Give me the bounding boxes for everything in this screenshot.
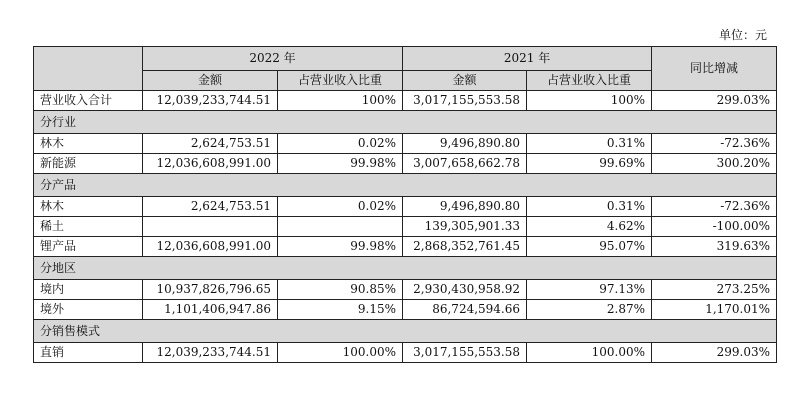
unit-label: 单位：元 (718, 28, 767, 42)
row-label: 新能源 (34, 154, 143, 174)
header-yoy: 同比增减 (652, 47, 777, 91)
header-amount-2021: 金额 (403, 71, 527, 91)
ratio-2022: 100% (278, 91, 403, 111)
amount-2021: 86,724,594.66 (403, 300, 527, 320)
ratio-2021: 0.31% (527, 134, 652, 154)
amount-2021: 9,496,890.80 (403, 197, 527, 217)
table-row (34, 343, 777, 363)
amount-2021: 3,007,658,662.78 (403, 154, 527, 174)
row-label: 稀土 (34, 217, 143, 237)
section-label: 分产品 (34, 174, 777, 197)
amount-2022: 12,039,233,744.51 (143, 343, 278, 363)
amount-2022: 12,039,233,744.51 (143, 91, 278, 111)
amount-2022: 12,036,608,991.00 (143, 154, 278, 174)
amount-2022: 12,036,608,991.00 (143, 237, 278, 257)
section-label: 分销售模式 (34, 320, 777, 343)
table-row (34, 237, 777, 257)
row-label: 境外 (34, 300, 143, 320)
ratio-2022: 90.85% (278, 280, 403, 300)
yoy-change: 299.03% (652, 343, 777, 363)
header-year-2022: 2022 年 (143, 47, 403, 71)
row-label: 境内 (34, 280, 143, 300)
ratio-2021: 97.13% (527, 280, 652, 300)
header-year-2021: 2021 年 (403, 47, 652, 71)
ratio-2022: 99.98% (278, 154, 403, 174)
amount-2022: 1,101,406,947.86 (143, 300, 278, 320)
amount-2022: 2,624,753.51 (143, 197, 278, 217)
ratio-2021: 95.07% (527, 237, 652, 257)
header-ratio-2021: 占营业收入比重 (527, 71, 652, 91)
table-row (34, 217, 777, 237)
table-row (34, 197, 777, 217)
yoy-change: 300.20% (652, 154, 777, 174)
amount-2021: 3,017,155,553.58 (403, 343, 527, 363)
ratio-2022 (278, 217, 403, 237)
section-row-region (34, 257, 777, 280)
yoy-change: 319.63% (652, 237, 777, 257)
ratio-2021: 99.69% (527, 154, 652, 174)
yoy-change: 273.25% (652, 280, 777, 300)
yoy-change: -72.36% (652, 134, 777, 154)
ratio-2022: 0.02% (278, 134, 403, 154)
section-label: 分地区 (34, 257, 777, 280)
row-label: 营业收入合计 (34, 91, 143, 111)
ratio-2021: 2.87% (527, 300, 652, 320)
table-row (34, 154, 777, 174)
row-label: 林木 (34, 197, 143, 217)
table-row (34, 280, 777, 300)
yoy-change: 299.03% (652, 91, 777, 111)
table-row (34, 134, 777, 154)
ratio-2022: 100.00% (278, 343, 403, 363)
ratio-2021: 100.00% (527, 343, 652, 363)
amount-2022 (143, 217, 278, 237)
amount-2021: 2,868,352,761.45 (403, 237, 527, 257)
yoy-change: 1,170.01% (652, 300, 777, 320)
row-label: 直销 (34, 343, 143, 363)
yoy-change: -72.36% (652, 197, 777, 217)
total-row (34, 91, 777, 111)
ratio-2022: 9.15% (278, 300, 403, 320)
ratio-2021: 4.62% (527, 217, 652, 237)
table-row (34, 300, 777, 320)
section-label: 分行业 (34, 111, 777, 134)
section-row-product (34, 174, 777, 197)
amount-2021: 139,305,901.33 (403, 217, 527, 237)
ratio-2022: 0.02% (278, 197, 403, 217)
header-amount-2022: 金额 (143, 71, 278, 91)
ratio-2021: 0.31% (527, 197, 652, 217)
ratio-2021: 100% (527, 91, 652, 111)
row-label: 林木 (34, 134, 143, 154)
header-ratio-2022: 占营业收入比重 (278, 71, 403, 91)
amount-2022: 2,624,753.51 (143, 134, 278, 154)
amount-2021: 9,496,890.80 (403, 134, 527, 154)
header-blank-cell (34, 47, 143, 91)
section-row-industry (34, 111, 777, 134)
amount-2022: 10,937,826,796.65 (143, 280, 278, 300)
section-row-sales-mode (34, 320, 777, 343)
revenue-table (33, 46, 777, 363)
ratio-2022: 99.98% (278, 237, 403, 257)
amount-2021: 3,017,155,553.58 (403, 91, 527, 111)
header-row-years (34, 47, 777, 71)
yoy-change: -100.00% (652, 217, 777, 237)
amount-2021: 2,930,430,958.92 (403, 280, 527, 300)
row-label: 锂产品 (34, 237, 143, 257)
